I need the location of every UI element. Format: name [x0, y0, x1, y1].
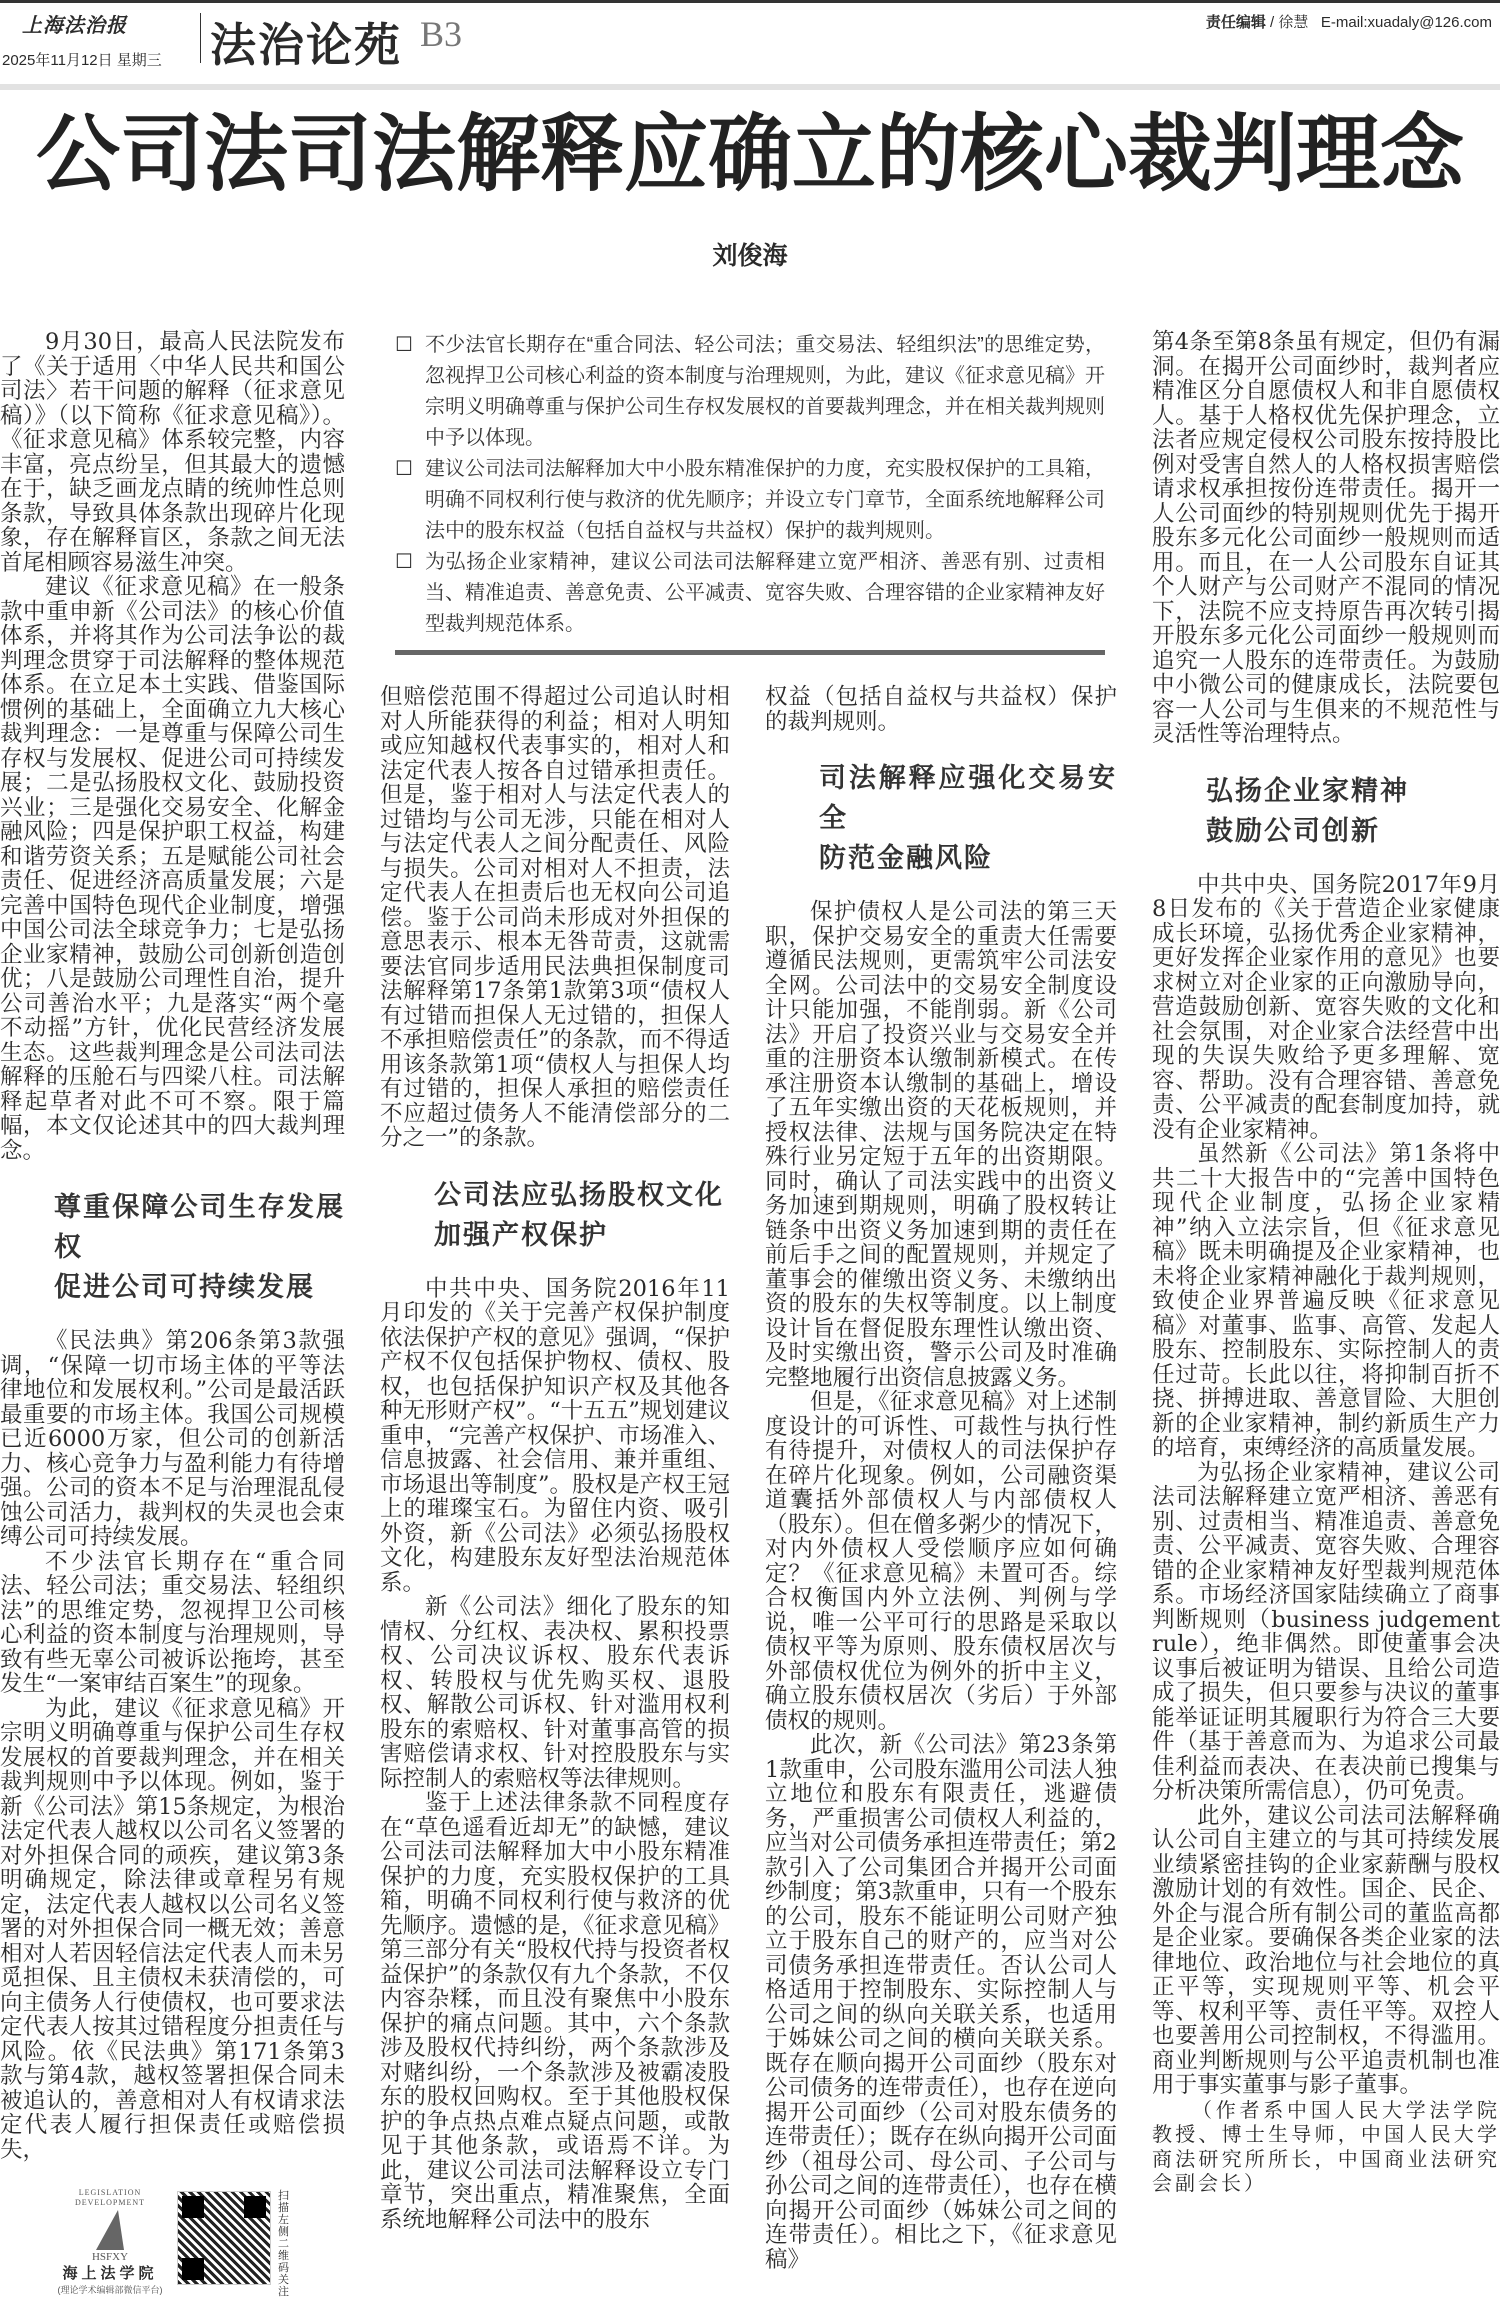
header-band — [0, 84, 1500, 90]
column-3 — [765, 685, 1117, 2272]
paragraph: 为弘扬企业家精神，建议公司法司法解释建立宽严相济、善恶有别、过责相当、精准追责、善意免责、公平减责、宽容失败、合理容错的企业家精神友好型裁判规范体系。市场经济国家陆续确立了商事判断规则（business judgement rule），绝非偶然。即使董事会决议事后被证明为错误、且给公司造成了损失，但只要参与决议的董事能举证证明其履职行为符合三大要件（基于善意而为、为追求公司最佳利益而表决、在表决前已搜集与分析决策所需信息），仍可免责。 — [1152, 1459, 1500, 1804]
author-note: （作者系中国人民大学法学院教授、博士生导师，中国人民大学商法研究所所长，中国商业法研究会副会长） — [1152, 2097, 1500, 2195]
page-number: B3 — [420, 14, 463, 54]
paragraph: 此次，新《公司法》第23条第1款重申，公司股东滥用公司法人独立地位和股东有限责任，逃避债务，严重损害公司债权人利益的，应当对公司债务承担连带责任；第2款引入了公司集团合并揭开公司面纱制度；第3款重申，只有一个股东的公司，股东不能证明公司财产独立于股东自己的财产的，应当对公司债务承担连带责任。否认公司人格适用于控制股东、实际控制人与公司之间的纵向关联关系，也适用于姊妹公司之间的横向关联关系。既存在顺向揭开公司面纱（股东对公司债务的连带责任），也存在逆向揭开公司面纱（公司对股东债务的连带责任）；既存在纵向揭开公司面纱（祖母公司、母公司、子公司与孙公司之间的连带责任），也存在横向揭开公司面纱（姊妹公司之间的连带责任）。相比之下，《征求意见稿》 — [765, 1732, 1117, 2273]
highlight-item — [395, 547, 1105, 640]
highlight-text: 为弘扬企业家精神，建议公司法司法解释建立宽严相济、善恶有别、过责相当、精准追责、善意免责、公平减责、宽容失败、合理容错的企业家精神友好型裁判规范体系。 — [425, 551, 1105, 635]
section-heading — [0, 1187, 345, 1307]
paragraph: 为此，建议《征求意见稿》开宗明义明确尊重与保护公司生存权发展权的首要裁判理念，并在相关裁判规则中予以体现。例如，鉴于新《公司法》第15条规定，为根治法定代表人越权以公司名义签署的对外担保合同的顽疾，建议第3条明确规定，除法律或章程另有规定，法定代表人越权以公司名义签署的对外担保合同一概无效；善意相对人若因轻信法定代表人而未另觅担保、且主债权未获清偿的，可向主债务人行使债权，也可要求法定代表人按其过错程度分担责任与风险。依《民法典》第171条第3款与第4款，越权签署担保合同未被追认的，善意相对人有权请求法定代表人履行担保责任或赔偿损失， — [0, 1695, 345, 2163]
checkbox-square-icon: ☐ — [395, 551, 413, 573]
paragraph: 不少法官长期存在“重合同法、轻公司法；重交易法、轻组织法”的思维定势，忽视捍卫公司核心利益的资本制度与治理规则，导致有些无辜公司被诉讼拖垮，甚至发生“一案审结百案生”的现象。 — [0, 1548, 345, 1697]
section-heading — [380, 1175, 730, 1255]
paragraph: 鉴于上述法律条款不同程度存在“草色遥看近却无”的缺憾，建议公司法司法解释加大中小股东精准保护的力度，充实股权保护的工具箱，明确不同权利行使与救济的优先顺序。遗憾的是，《征求意见稿》第三部分有关“股权代持与投资者权益保护”的条款仅有九个条款，不仅内容杂糅，而且没有聚焦中小股东保护的痛点问题。其中，六个条款涉及股权代持纠纷，两个条款涉及对赌纠纷，一个条款涉及被霸凌股东的股权回购权。至于其他股权保护的争点热点难点疑点问题，或散见于其他条款，或语焉不详。为此，建议公司法司法解释设立专门章节，突出重点，精准聚焦，全面系统地解释公司法中的股东 — [380, 1790, 730, 2233]
column-2 — [380, 685, 730, 2232]
heading-line: 加强产权保护 — [434, 1219, 608, 1250]
column-4 — [1152, 330, 1500, 2196]
masthead — [0, 3, 1500, 84]
section-name: 法治论苑 — [210, 19, 402, 71]
paragraph: 中共中央、国务院2017年9月8日发布的《关于营造企业家健康成长环境，弘扬优秀企业家精神，更好发挥企业家作用的意见》也要求树立对企业家的正向激励导向，营造鼓励创新、宽容失败的文化和社会氛围，对企业家合法经营中出现的失误失败给予更多理解、宽容、帮助。没有合理容错、善意免责、公平减责的配套制度加持，就没有企业家精神。 — [1152, 871, 1500, 1143]
logo-name: 海上法学院 — [62, 2265, 158, 2282]
editor-name: / 徐慧 — [1270, 14, 1309, 31]
heading-line: 鼓励公司创新 — [1206, 815, 1380, 846]
checkbox-square-icon: ☐ — [395, 334, 413, 356]
highlight-text: 不少法官长期存在“重合同法、轻公司法；重交易法、轻组织法”的思维定势，忽视捍卫公司核心利益的资本制度与治理规则，为此，建议《征求意见稿》开宗明义明确尊重与保护公司生存权发展权的首要裁判理念，并在相关裁判规则中予以体现。 — [425, 334, 1105, 449]
heading-line: 司法解释应强化交易安全 — [819, 763, 1117, 833]
paragraph: 保护债权人是公司法的第三天职，保护交易安全的重责大任需要遵循民法规则，更需筑牢公司法安全网。公司法中的交易安全制度设计只能加强，不能削弱。新《公司法》开启了投资兴业与交易安全并重的注册资本认缴制新模式。在传承注册资本认缴制的基础上，增设了五年实缴出资的天花板规则，并授权法律、法规与国务院决定在特殊行业另定短于五年的出资期限。同时，确认了司法实践中的出资义务加速到期规则，明确了股权转让链条中出资义务加速到期的责任在前后手之间的配置规则，并规定了董事会的催缴出资义务、未缴纳出资的股东的失权等制度。以上制度设计旨在督促股东理性认缴出资、及时实缴出资，警示公司及时准确完整地履行出资信息披露义务。 — [765, 899, 1117, 1391]
editor-label: 责任编辑 — [1205, 14, 1266, 31]
paragraph: 建议《征求意见稿》在一般条款中重申新《公司法》的核心价值体系，并将其作为公司法争讼的裁判理念贯穿于司法解释的整体规范体系。在立足本土实践、借鉴国际惯例的基础上，全面确立九大核心裁判理念：一是尊重与保障公司生存权与发展权、促进公司可持续发展；二是弘扬股权文化、鼓励投资兴业；三是强化交易安全、化解金融风险；四是保护职工权益，构建和谐劳资关系；五是赋能公司社会责任、促进经济高质量发展；六是完善中国特色现代企业制度，增强中国公司法全球竞争力；七是弘扬企业家精神，鼓励公司创新创造创优；八是鼓励公司理性自治，提升公司善治水平；九是落实“两个毫不动摇”方针，优化民营经济发展生态。这些裁判理念是公司法司法解释的压舱石与四梁八柱。司法解释起草者对此不可不察。限于篇幅，本文仅论述其中的四大裁判理念。 — [0, 574, 345, 1164]
paragraph: 中共中央、国务院2016年11月印发的《关于完善产权保护制度依法保护产权的意见》强调，“保护产权不仅包括保护物权、债权、股权，也包括保护知识产权及其他各种无形财产权”。“十五五”规划建议重申，“完善产权保护、市场准入、信息披露、社会信用、兼并重组、市场退出等制度”。股权是产权王冠上的璀璨宝石。为留住内资、吸引外资，新《公司法》必须弘扬股权文化，构建股东友好型法治规范体系。 — [380, 1275, 730, 1596]
heading-line: 弘扬企业家精神 — [1206, 775, 1409, 806]
wechat-promo — [50, 2184, 345, 2298]
paragraph: 《民法典》第206条第3款强调，“保障一切市场主体的平等法律地位和发展权利。”公司是最活跃最重要的市场主体。我国公司规模已近6000万家，但公司的创新活力、核心竞争力与盈利能力有待增强。公司的资本不足与治理混乱侵蚀公司活力，裁判权的失灵也会束缚公司可持续发展。 — [0, 1328, 345, 1550]
sailboat-icon — [96, 2210, 124, 2250]
paragraph: 9月30日，最高人民法院发布了《关于适用〈中华人民共和国公司法〉若干问题的解释（征求意见稿）》（以下简称《征求意见稿》）。《征求意见稿》体系较完整，内容丰富，亮点纷呈，但其最大的遗憾在于，缺乏画龙点睛的统帅性总则条款，导致具体条款出现碎片化现象，存在解释盲区，条款之间无法首尾相顾容易滋生冲突。 — [0, 329, 345, 576]
qr-caption: 扫描左侧二维码关注 — [278, 2190, 289, 2298]
paragraph: 新《公司法》细化了股东的知情权、分红权、表决权、累积投票权、公司决议诉权、股东代表诉权、转股权与优先购买权、退股权、解散公司诉权、针对滥用权利股东的索赔权、针对董事高管的损害赔偿请求权、针对控股股东与实际控制人的索赔权等法律规则。 — [380, 1594, 730, 1792]
logo-subtitle: (理论学术编辑部微信平台) — [57, 2285, 163, 2295]
paragraph: 虽然新《公司法》第1条将中共二十大报告中的“完善中国特色现代企业制度，弘扬企业家精神”纳入立法宗旨，但《征求意见稿》既未明确提及企业家精神，也未将企业家精神融化于裁判规则，致使企业界普遍反映《征求意见稿》对董事、监事、高管、发起人股东、控制股东、实际控制人的责任过苛。长此以往，将抑制百折不挠、拼搏进取、善意冒险、大胆创新的企业家精神，制约新质生产力的培育，束缚经济的高质量发展。 — [1152, 1141, 1500, 1461]
column-1 — [0, 330, 345, 2298]
section-heading — [765, 758, 1117, 878]
checkbox-square-icon: ☐ — [395, 458, 413, 480]
highlight-text: 建议公司法司法解释加大中小股东精准保护的力度，充实股权保护的工具箱，明确不同权利行使与救济的优先顺序；并设立专门章节，全面系统地解释公司法中的股东权益（包括自益权与共益权）保护的裁判规则。 — [425, 458, 1105, 542]
highlight-item — [395, 330, 1105, 454]
article-author: 刘俊海 — [712, 242, 788, 270]
paragraph: 此外，建议公司法司法解释确认公司自主建立的与其可持续发展业绩紧密挂钩的企业家薪酬与股权激励计划的有效性。国企、民企、外企与混合所有制公司的董监高都是企业家。要确保各类企业家的法律地位、政治地位与社会地位的真正平等，实现规则平等、机会平等、权利平等、责任平等。双控人也要善用公司控制权，不得滥用。商业判断规则与公平追责机制也准用于事实董事与影子董事。 — [1152, 1802, 1500, 2098]
editor-info — [1206, 11, 1492, 32]
highlight-item — [395, 454, 1105, 547]
paragraph: 但赔偿范围不得超过公司追认时相对人所能获得的利益；相对人明知或应知越权代表事实的，相对人和法定代表人按各自过错承担责任。但是，鉴于相对人与法定代表人的过错均与公司无涉，只能在相对人与法定代表人之间分配责任、风险与损失。公司对相对人不担责，法定代表人在担责后也无权向公司追偿。鉴于公司尚未形成对外担保的意思表示、根本无咎苛责，这就需要法官同步适用民法典担保制度司法解释第17条第1款第3项“债权人有过错而担保人无过错的，担保人不承担赔偿责任”的条款，而不得适用该条款第1项“债权人与担保人均有过错的，担保人承担的赔偿责任不应超过债务人不能清偿部分的二分之一”的条款。 — [380, 684, 730, 1151]
hsfxy-logo — [50, 2184, 170, 2296]
heading-line: 防范金融风险 — [819, 843, 993, 873]
paragraph: 权益（包括自益权与共益权）保护的裁判规则。 — [765, 684, 1117, 735]
paper-logo: 上海法治报 — [22, 13, 127, 37]
heading-line: 尊重保障公司生存发展权 — [54, 1192, 345, 1262]
highlights-box — [395, 330, 1105, 655]
article-title: 公司法司法解释应确立的核心裁判理念 — [35, 104, 1464, 203]
article-body — [0, 330, 1500, 2298]
logo-arc-text: LEGISLATION DEVELOPMENT — [74, 2188, 146, 2207]
editor-email: E-mail:xuadaly@126.com — [1320, 14, 1492, 31]
middle-column-pair — [380, 685, 1117, 2272]
middle-columns — [380, 330, 1117, 2272]
paragraph: 第4条至第8条虽有规定，但仍有漏洞。在揭开公司面纱时，裁判者应精准区分自愿债权人和非自愿债权人。基于人格权优先保护理念，立法者应规定侵权公司股东按持股比例对受害自然人的人格权损害赔偿请求权承担按份连带责任。揭开一人公司面纱的特别规则优先于揭开股东多元化公司面纱一般规则而适用。而且，在一人公司股东自证其个人财产与公司财产不混同的情况下，法院不应支持原告再次转引揭开股东多元化公司面纱一般规则而追究一人股东的连带责任。为鼓励中小微公司的健康成长，法院要包容一人公司与生俱来的不规范性与灵活性等治理特点。 — [1152, 329, 1500, 747]
issue-date: 2025年11月12日 星期三 — [2, 52, 162, 69]
heading-line: 公司法应弘扬股权文化 — [434, 1179, 724, 1210]
masthead-divider — [200, 13, 201, 63]
logo-abbr: HSFXY — [91, 2251, 129, 2263]
qr-code-icon[interactable] — [178, 2192, 270, 2284]
highlights-bottom-rule — [395, 650, 1105, 655]
heading-line: 促进公司可持续发展 — [54, 1272, 315, 1302]
section-heading — [1152, 771, 1500, 851]
paragraph: 但是，《征求意见稿》对上述制度设计的可诉性、可裁性与执行性有待提升，对债权人的司法保护存在碎片化现象。例如，公司融资渠道囊括外部债权人与内部债权人（股东）。但在僧多粥少的情况下，对内外债权人受偿顺序应如何确定？《征求意见稿》未置可否。综合权衡国内外立法例、判例与学说，唯一公平可行的思路是采取以债权平等为原则、股东债权居次与外部债权优位为例外的折中主义，确立股东债权居次（劣后）于外部债权的规则。 — [765, 1389, 1117, 1734]
